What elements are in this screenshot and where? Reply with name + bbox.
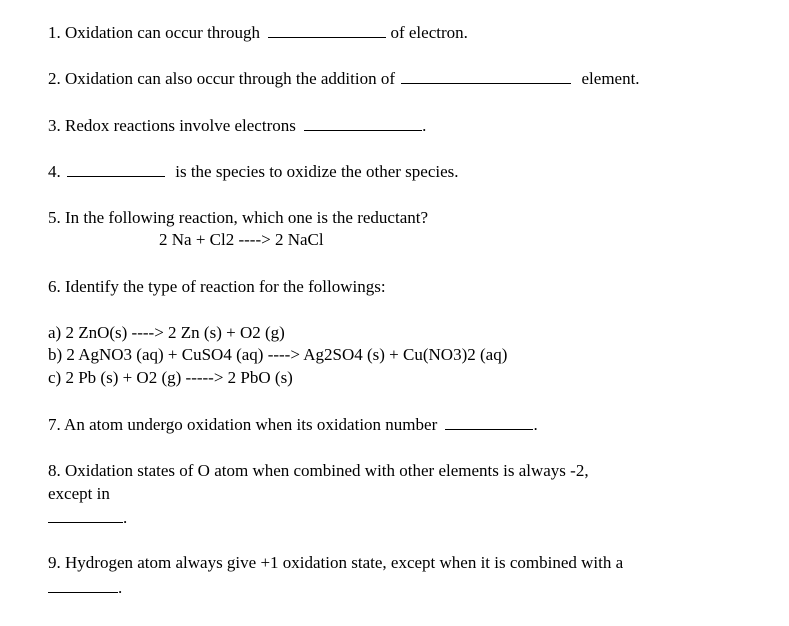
- question-1: [48, 23, 468, 43]
- question-9-period: .: [118, 578, 123, 597]
- question-3-blank[interactable]: [304, 116, 422, 131]
- question-7-period: .: [533, 415, 538, 434]
- question-1-text: 1. Oxidation can occur through: [48, 23, 260, 42]
- question-3-text: 3. Redox reactions involve electrons: [48, 116, 296, 135]
- question-9-line-1: 9. Hydrogen atom always give +1 oxidation state, except when it is combined with a: [48, 553, 624, 572]
- question-7-blank[interactable]: [445, 415, 533, 430]
- question-2: [48, 69, 640, 89]
- question-9-answer: [48, 578, 122, 598]
- question-6-prompt: 6. Identify the type of reaction for the followings:: [48, 277, 386, 296]
- question-5-equation: 2 Na + Cl2 ----> 2 NaCl: [159, 230, 324, 249]
- question-2-blank[interactable]: [401, 69, 571, 84]
- question-5-prompt: 5. In the following reaction, which one is the reductant?: [48, 208, 429, 227]
- question-6-reaction-a: a) 2 ZnO(s) ----> 2 Zn (s) + O2 (g): [48, 323, 285, 342]
- question-6-reaction-b: b) 2 AgNO3 (aq) + CuSO4 (aq) ----> Ag2SO4 (s) + Cu(NO3)2 (aq): [48, 345, 508, 364]
- question-9-blank[interactable]: [48, 578, 118, 593]
- question-8-blank[interactable]: [48, 508, 123, 523]
- question-7: [48, 415, 538, 435]
- question-8-line-2: except in: [48, 484, 110, 503]
- question-1-blank[interactable]: [268, 23, 386, 38]
- question-8-line-1: 8. Oxidation states of O atom when combined with other elements is always -2,: [48, 461, 589, 480]
- question-2-text: 2. Oxidation can also occur through the addition of: [48, 69, 395, 88]
- question-7-text: 7. An atom undergo oxidation when its oxidation number: [48, 415, 438, 434]
- question-4: [48, 162, 459, 182]
- question-1-text-after: of electron.: [390, 23, 468, 42]
- question-8-answer: [48, 508, 127, 528]
- question-3: [48, 116, 426, 136]
- question-6-reaction-c: c) 2 Pb (s) + O2 (g) -----> 2 PbO (s): [48, 368, 293, 387]
- question-4-number: 4.: [48, 162, 61, 181]
- question-4-blank[interactable]: [67, 162, 165, 177]
- question-4-text-after: is the species to oxidize the other species.: [175, 162, 459, 181]
- question-8-period: .: [123, 508, 128, 527]
- question-2-text-after: element.: [581, 69, 640, 88]
- question-3-period: .: [422, 116, 427, 135]
